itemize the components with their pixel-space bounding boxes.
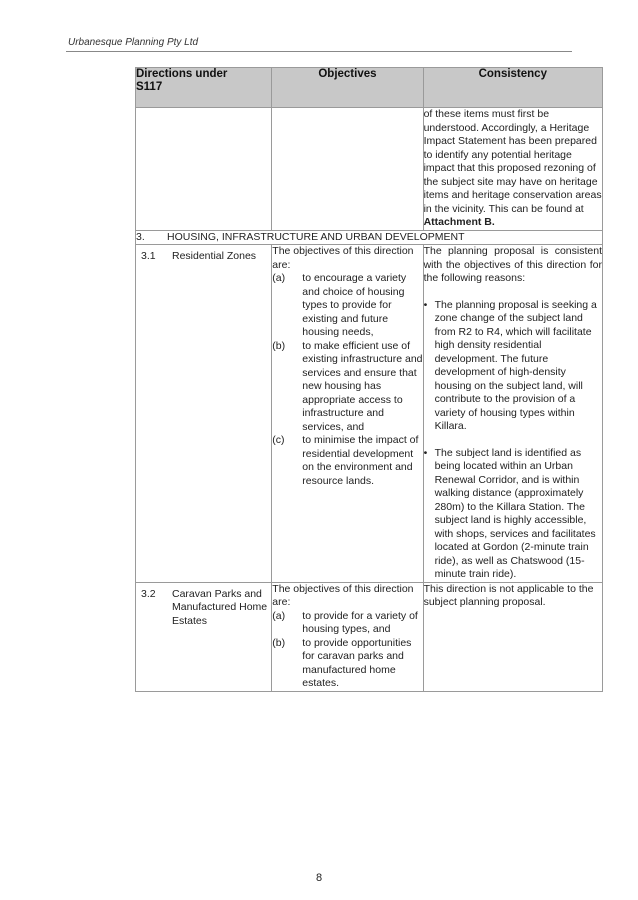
s117-directions-table — [135, 67, 603, 692]
header-divider — [66, 51, 572, 52]
bullet-text: The subject land is identified as being located within an Urban Renewal Corridor, and is within walking distance (approximately 280m) to the Killara Station. The subject land is highly accessible, with shops, services and facilitates located at Gordon (2-minute train ride), as well as Chatswood (15-minute train ride). — [434, 446, 596, 580]
section-number: 3. — [136, 230, 145, 243]
table-row — [136, 582, 603, 691]
empty-cell — [272, 108, 423, 231]
section-heading — [136, 230, 603, 245]
column-header-directions-line1: Directions under — [136, 68, 228, 80]
consistency-cell — [423, 582, 602, 691]
objective-text: to provide opportunities for caravan parks and manufactured home estates. — [302, 636, 412, 689]
bullet-icon: • — [423, 298, 428, 311]
consistency-bullet — [424, 299, 602, 434]
direction-cell — [136, 582, 272, 691]
bullet-icon: • — [423, 446, 428, 459]
direction-cell — [136, 245, 272, 583]
column-header-consistency: Consistency — [423, 68, 602, 108]
section-title: HOUSING, INFRASTRUCTURE AND URBAN DEVELOPMENT — [167, 230, 465, 243]
objective-text: to minimise the impact of residential development on the environment and resource lands. — [302, 434, 419, 487]
table-row — [136, 245, 603, 583]
continued-text: of these items must first be understood. Accordingly, a Heritage Impact Statement has been prepared to identify any potential heritage impact that this proposed rezoning of the subject site may have on heritage items and heritage conservation areas in the vicinity. This can be found at — [423, 108, 602, 215]
consistency-text: This direction is not applicable to the subject planning proposal. — [423, 582, 594, 608]
objective-text: to make efficient use of existing infrastructure and services and ensure that new housing has appropriate access to infrastructure and services, and — [302, 339, 423, 433]
column-header-objectives: Objectives — [272, 68, 423, 108]
objective-letter: (b) — [272, 339, 286, 352]
page-number: 8 — [315, 872, 323, 884]
direction-label: Residential Zones — [172, 250, 257, 262]
empty-cell — [136, 108, 272, 231]
direction-label: Caravan Parks and Manufactured Home Estates — [172, 587, 268, 627]
objective-letter: (b) — [272, 636, 286, 649]
direction-number: 3.2 — [141, 587, 156, 600]
objectives-cell — [272, 245, 423, 583]
objective-item — [272, 340, 422, 435]
objective-item — [272, 434, 422, 488]
objective-letter: (a) — [272, 272, 286, 284]
consistency-intro: The planning proposal is consistent with the objectives of this direction for the following reasons: — [423, 245, 602, 284]
column-header-directions-line2: S117 — [136, 81, 163, 93]
consistency-bullet — [424, 447, 602, 582]
objective-letter: (a) — [272, 609, 286, 622]
consistency-cell — [423, 108, 602, 231]
objective-item — [272, 637, 422, 691]
objective-text: to encourage a variety and choice of housing types to provide for existing and future housing needs, — [302, 272, 407, 338]
direction-number: 3.1 — [141, 250, 156, 262]
objective-item — [272, 272, 422, 340]
table-row-continued — [136, 108, 603, 231]
document-header: Urbanesque Planning Pty Ltd — [68, 37, 199, 48]
objectives-intro: The objectives of this direction are: — [272, 582, 414, 608]
table-header-row — [136, 68, 603, 108]
column-header-directions — [136, 68, 272, 108]
section-row — [136, 230, 603, 245]
objective-item — [272, 610, 422, 637]
consistency-cell — [423, 245, 602, 583]
bullet-text: The planning proposal is seeking a zone change of the subject land from R2 to R4, which will facilitate high density residential development. The future development of high-density housing on the subject land, will contribute to the provision of a variety of housing types within Killara. — [434, 298, 597, 432]
attachment-reference: Attachment B. — [423, 216, 495, 228]
objectives-intro: The objectives of this direction are: — [272, 245, 414, 271]
objective-text: to provide for a variety of housing types, and — [302, 609, 418, 635]
objective-letter: (c) — [272, 434, 285, 446]
objectives-cell — [272, 582, 423, 691]
